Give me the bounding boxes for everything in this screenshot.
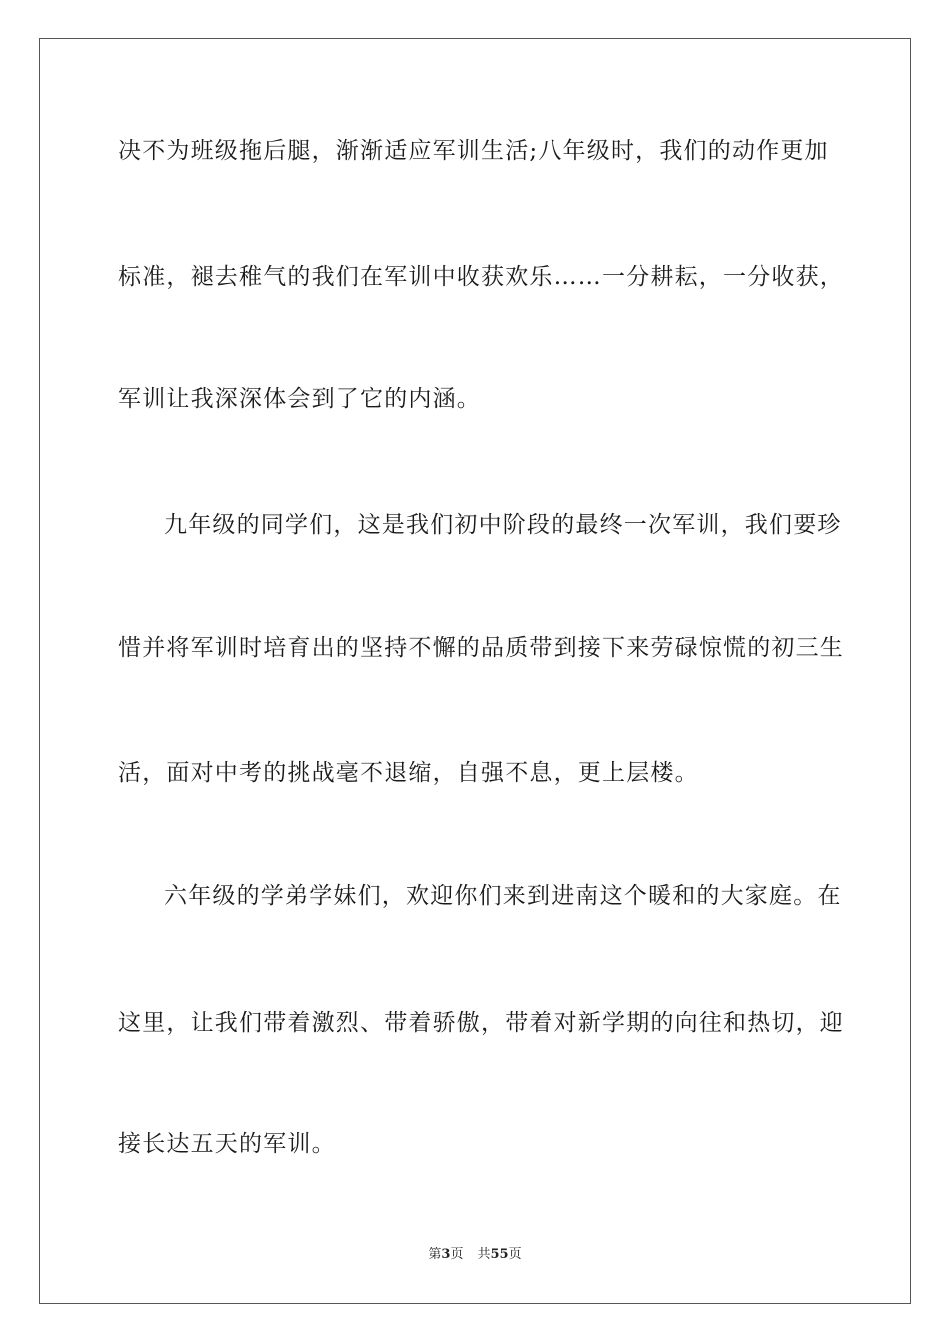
total-pages: 55: [490, 1247, 509, 1262]
page-number: 3: [441, 1247, 451, 1262]
paragraph-first-line: 六年级的学弟学妹们，欢迎你们来到进南这个暖和的大家庭。在: [164, 883, 842, 909]
page-suffix: 页: [450, 1247, 464, 1262]
text-line: 这里，让我们带着激烈、带着骄傲，带着对新学期的向往和热切，迎: [118, 1010, 844, 1036]
text-line: 决不为班级拖后腿，渐渐适应军训生活;八年级时，我们的动作更加: [118, 138, 829, 164]
page-prefix: 第: [428, 1247, 442, 1262]
paragraph-first-line: 九年级的同学们，这是我们初中阶段的最终一次军训，我们要珍: [164, 512, 842, 538]
total-prefix: 共: [477, 1247, 491, 1262]
text-line: 军训让我深深体会到了它的内涵。: [118, 386, 481, 412]
page-footer: [0, 1246, 950, 1264]
text-line: 惜并将军训时培育出的坚持不懈的品质带到接下来劳碌惊慌的初三生: [118, 635, 844, 661]
text-line: 活，面对中考的挑战毫不退缩，自强不息，更上层楼。: [118, 760, 699, 786]
text-line: 接长达五天的军训。: [118, 1131, 336, 1157]
total-suffix: 页: [508, 1247, 522, 1262]
text-line: 标准，褪去稚气的我们在军训中收获欢乐……一分耕耘，一分收获，: [118, 264, 844, 290]
page-border: [39, 38, 911, 1304]
